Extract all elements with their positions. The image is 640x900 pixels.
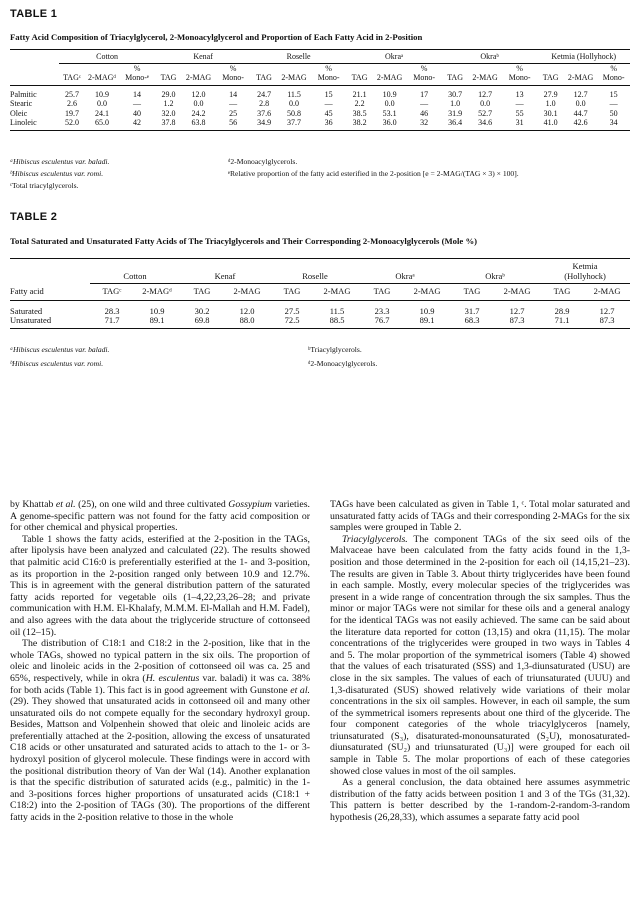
table1-subheader: TAG	[251, 63, 277, 85]
table1-cell: 65.0	[85, 118, 119, 130]
table2-cell: 12.7	[509, 305, 525, 316]
table1-cell: 41.0	[537, 118, 563, 130]
table2-group-header: Okraᵃ	[360, 262, 450, 284]
table1-cell: 50.8	[287, 108, 302, 118]
table2-footnote-c: ᵇTriacylglycerols.	[308, 345, 362, 354]
table1-cell: 19.7	[64, 108, 79, 118]
table1-cell: 13	[515, 89, 524, 99]
table1-cell: 42.6	[564, 118, 598, 130]
table1-subheader: 2-MAG	[277, 63, 311, 85]
table2	[10, 262, 630, 329]
table1-label: TABLE 1	[10, 8, 58, 20]
table1-cell: 25	[229, 108, 238, 118]
table1-cell: 30.1	[543, 108, 558, 118]
table1-cell: 31.9	[448, 108, 463, 118]
table2-subheader: TAGᶜ	[90, 284, 134, 301]
table1-footnote-e: ᵉRelative proportion of the fatty acid esterified in the 2-position [e = 2-MAG/(TAG × 3) × 100].	[228, 169, 519, 178]
table1-cell: 36.4	[442, 118, 468, 130]
table1-row	[10, 85, 630, 99]
table2-cell: 23.3	[374, 305, 390, 316]
table2-footnote-b: ᵇHibiscus esculentus var. romi.	[10, 359, 104, 368]
table1-cell: 63.8	[182, 118, 216, 130]
table1-cell: 36.0	[373, 118, 407, 130]
table1-cell: 29.0	[161, 89, 176, 99]
table1-cell: 52.7	[478, 108, 493, 118]
body-right-paragraph-3: As a general conclusion, the data obtained here assumes asymmetric distribution of the fatty acids between position 1 and 3 of the TGs (31,32). This pattern is better described by the 1-random-2-random-3-random hypothesis (26,28,33), which assumes a separate fatty acid pool	[330, 777, 630, 824]
table2-row-label: Saturated	[10, 305, 43, 316]
table2-cell: 71.1	[540, 316, 584, 328]
table1-cell: —	[324, 99, 333, 108]
table2-subheader: 2-MAG	[494, 284, 540, 301]
table1-subheader: % Mono-ᵉ	[119, 63, 156, 85]
table1-cell: 14	[133, 89, 142, 99]
table1-cell: 56	[215, 118, 251, 130]
table2-caption: Total Saturated and Unsaturated Fatty Acids of The Triacylglycerols and Their Corresponding 2-Monoacylglycerols (Mole %)	[10, 236, 478, 246]
table2-subheader: TAG	[180, 284, 224, 301]
table2-footnote-a: ᵃHibiscus esculentus var. baladi.	[10, 345, 110, 354]
table2-subheader: TAG	[270, 284, 314, 301]
table1-footnote-a: ᵃHibiscus esculentus var. baladi.	[10, 157, 110, 166]
table1-group-header: Cotton	[59, 52, 156, 63]
body-right-paragraph-2: Triacylglycerols. The component TAGs of the six seed oils of the Malvaceae have been calculated from the fatty acids found in the 1,3-position and those determined in the 2-position for each oil (14,15,21–23). The results are given in Table 3. About thirty triglycerides have been found in each sample. Mostly, every molecular species of the triglycerides was present in a wide range of concentration through the six samples. Thus the minor or major TAGs were not similar for these oils and a general analogy for the identical TAGs was not easily achieved. The same can be said about the literature data reported for cotton (13,15) and okra (11,15). The molar concentrations of the triglycerides were grouped in two ways in Tables 4 and 5. The molar proportion of the symmetrical isomers (Table 4) showed that the values of each trisaturated (SSS) and 1,3-diunsaturated (USU) are close in the six samples. The values of each of triunsaturated (UUU) and 1,3-disaturated (SUS) showed relatively wide variations of their molar concentrations in the six oil samples. However, in each oil sample, the sum of the symmetrical isomers represents about one third of the glyceride. The four component categories of the whole triacylglyceros [namely, triunsaturated (S₃), disaturated-monounsaturated (S₂U), monosaturated-diunsaturated (SU₂) and triunsaturated (U₃)] were grouped for each oil sample in Table 5. The molar proportions of each of these categories showed close values in most of the oil samples.	[330, 533, 630, 777]
table1-cell: 32	[406, 118, 442, 130]
table1-cell: —	[133, 99, 142, 108]
table1-top-rule	[10, 49, 630, 50]
table2-row-label: Unsaturated	[10, 316, 90, 328]
table1-row-label: Oleic	[10, 108, 28, 118]
table2-cell: 87.3	[494, 316, 540, 328]
table1-cell: 15	[324, 89, 333, 99]
table1-cell: 30.7	[448, 89, 463, 99]
table1-subheader: % Mono-	[502, 63, 538, 85]
table1-cell: 34.9	[251, 118, 277, 130]
table1-cell: 27.9	[543, 89, 558, 99]
table1-subheader: 2-MAG	[182, 63, 216, 85]
table2-cell: 76.7	[360, 316, 404, 328]
table1-subheader: 2-MAGᵈ	[85, 63, 119, 85]
table2-corner	[10, 262, 90, 284]
table1-cell: 52.0	[59, 118, 85, 130]
table1-cell: 12.0	[191, 89, 206, 99]
table2-row	[10, 316, 630, 328]
table1-cell: 21.1	[352, 89, 367, 99]
table2-cell: 31.7	[464, 305, 480, 316]
table1-cell: 53.1	[382, 108, 397, 118]
table1-row-label: Linoleic	[10, 118, 59, 130]
table2-cell: 30.2	[194, 305, 210, 316]
table1-cell: —	[229, 99, 238, 108]
table2-rowheader: Fatty acid	[10, 284, 90, 301]
table1-subheader: % Mono-	[406, 63, 442, 85]
table1-row	[10, 109, 630, 119]
table1-cell: 0.0	[480, 99, 491, 108]
table1-cell: —	[515, 99, 524, 108]
table1-subheader: 2-MAG	[564, 63, 598, 85]
table1-cell: 12.7	[573, 89, 588, 99]
table2-subheader: 2-MAG	[404, 284, 450, 301]
table1-cell: 0.0	[96, 99, 107, 108]
table1-subheader: TAG	[155, 63, 181, 85]
table1-cell: 0.0	[289, 99, 300, 108]
table2-group-header: Okraᵇ	[450, 262, 540, 284]
table2-row	[10, 300, 630, 316]
table1-cell: 14	[229, 89, 238, 99]
table2-top-rule	[10, 258, 630, 259]
table2-group-header: Ketmia (Hollyhock)	[540, 262, 630, 284]
table2-group-header: Roselle	[270, 262, 360, 284]
table1-row-label: Palmitic	[10, 89, 37, 99]
table2-cell: 28.3	[104, 305, 120, 316]
table1-subheader: 2-MAG	[373, 63, 407, 85]
table2-cell: 88.0	[224, 316, 270, 328]
table1-row	[10, 118, 630, 130]
table1-cell: —	[420, 99, 429, 108]
table2-cell: 28.9	[554, 305, 570, 316]
table2-cell: 10.9	[149, 305, 165, 316]
table1-cell: 1.0	[545, 99, 556, 108]
table2-subheader: TAG	[450, 284, 494, 301]
table1-group-header: Okraᵃ	[346, 52, 442, 63]
table1-group-header: Kenaf	[155, 52, 251, 63]
table1-cell: 38.2	[346, 118, 372, 130]
body-left-column	[10, 499, 310, 824]
table2-cell: 12.7	[599, 305, 615, 316]
table1-cell: 1.0	[450, 99, 461, 108]
table1-cell: 2.6	[66, 99, 77, 108]
table1-cell: 0.0	[193, 99, 204, 108]
table1-cell: 24.1	[94, 108, 109, 118]
table1-footnote-d: ᵈ2-Monoacylglycerols.	[228, 157, 298, 166]
body-left-paragraph-3: The distribution of C18:1 and C18:2 in the 2-position, like that in the whole TAGs, showed no typical pattern in the six oils. The proportion of oleic and linoleic acids in the 2-position of cottonseed oil was ca. 25 and 65%, respectively, while in okra (H. esculentus var. baladi) it was ca. 38% for both acids (Table 1). This fact is in good agreement with Gunstone et al. (29). They showed that unsaturated acids in cottonseed oil and many other unsaturated oils do not compete equally for the secondary hydroxyl group. Besides, Mattson and Volpenhein showed that oleic and linoleic acids are preferentially attached at the 2-position, allowing the excess of unsaturated C18 acids or other unsaturated and saturated acids to attach to the 1- or 3-hydroxyl position of glycerol molecule. These findings were in accord with the positional distribution theory of Van der Wal (14). Another explanation is that the specific distribution of saturated acids (e.g., palmitic) in the 1- and 3-positions forces higher proportions of unsaturated acids (C18:1 + C18:2) into the 2-position of TAGs (30). The proportions of the different fatty acids in the 2-position relative to those in the whole	[10, 638, 310, 824]
table2-cell: 12.0	[239, 305, 255, 316]
table2-subheader: 2-MAGᵈ	[134, 284, 180, 301]
body-right-paragraph-1: TAGs have been calculated as given in Table 1, ᶜ. Total molar saturated and unsaturated fatty acids of TAGs and their corresponding 2-MAGs for the six samples were grouped in Table 2.	[330, 499, 630, 534]
table1-cell: 2.8	[259, 99, 270, 108]
table1-footnote-c: ᶜTotal triacylglycerols.	[10, 181, 79, 190]
table2-footnote-d: ᵈ2-Monoacylglycerols.	[308, 359, 378, 368]
table1-cell: 37.7	[277, 118, 311, 130]
table1-cell: —	[609, 99, 618, 108]
table2-subheader: 2-MAG	[224, 284, 270, 301]
table1-cell: 46	[420, 108, 429, 118]
table1-cell: 31	[502, 118, 538, 130]
table1-subheader: % Mono-	[311, 63, 347, 85]
table1-cell: 0.0	[384, 99, 395, 108]
table1-row	[10, 99, 630, 109]
table1-subheader: % Mono-	[597, 63, 630, 85]
table1-subheader: TAGᶜ	[59, 63, 85, 85]
table2-cell: 87.3	[584, 316, 630, 328]
table1-cell: 40	[133, 108, 142, 118]
table1-cell: 12.7	[478, 89, 493, 99]
table1-cell: 32.0	[161, 108, 176, 118]
table2-cell: 11.5	[329, 305, 345, 316]
body-right-column	[330, 499, 630, 824]
table2-cell: 89.1	[404, 316, 450, 328]
table2-subheader: TAG	[540, 284, 584, 301]
table2-cell: 88.5	[314, 316, 360, 328]
table2-label: TABLE 2	[10, 211, 58, 223]
table1-cell: 10.9	[382, 89, 397, 99]
table1-cell: 44.7	[573, 108, 588, 118]
table1-cell: 24.7	[257, 89, 272, 99]
table2-cell: 10.9	[419, 305, 435, 316]
table1	[10, 52, 630, 131]
table2-cell: 71.7	[90, 316, 134, 328]
table1-cell: 15	[609, 89, 618, 99]
table1-cell: 55	[515, 108, 524, 118]
table1-subheader: TAG	[442, 63, 468, 85]
table1-cell: 34	[597, 118, 630, 130]
table1-caption: Fatty Acid Composition of Triacylglycerol, 2-Monoacylglycerol and Proportion of Each Fatty Acid in 2-Position	[10, 32, 423, 42]
table2-subheader: TAG	[360, 284, 404, 301]
table1-cell: 11.5	[287, 89, 301, 99]
table1-subheader: TAG	[346, 63, 372, 85]
body-left-paragraph-2: Table 1 shows the fatty acids, esterified at the 2-position in the TAGs, after lipolysis have been analyzed and calculated (22). The results showed that palmitic acid C16:0 is preferentially esterified at the 1- and 3-position, as its proportion in the 2-position ranged only between 10.9 and 12.7%. This is in agreement with the general distribution pattern of the saturated fatty acids reported for vegetable oils (1–4,22,23,26–28; and private communication with H.M. El-Khalafy, M.M.M. El-Mallah and H.M. Fadel), and also agrees with the data about the triglyceride structure of cottonseed oil (12–15).	[10, 533, 310, 638]
table2-subheader: 2-MAG	[314, 284, 360, 301]
table1-cell: 37.8	[155, 118, 181, 130]
table1-subheader: 2-MAG	[468, 63, 502, 85]
table2-cell: 27.5	[284, 305, 300, 316]
table1-cell: 36	[311, 118, 347, 130]
table1-cell: 38.5	[352, 108, 367, 118]
table1-cell: 2.2	[354, 99, 365, 108]
table1-subheader: % Mono-	[215, 63, 251, 85]
table1-cell: 24.2	[191, 108, 206, 118]
table1-footnote-b: ᵇHibiscus esculentus var. romi.	[10, 169, 104, 178]
table1-cell: 0.0	[575, 99, 586, 108]
table1-row-label: Stearic	[10, 99, 33, 108]
table1-group-header: Roselle	[251, 52, 347, 63]
table1-cell: 42	[119, 118, 156, 130]
table2-cell: 69.8	[180, 316, 224, 328]
table2-cell: 68.3	[450, 316, 494, 328]
table1-cell: 50	[609, 108, 618, 118]
table2-cell: 72.5	[270, 316, 314, 328]
table2-group-header: Cotton	[90, 262, 180, 284]
table1-cell: 45	[324, 108, 333, 118]
table1-cell: 17	[420, 89, 429, 99]
table1-cell: 34.6	[468, 118, 502, 130]
body-left-paragraph-1: by Khattab et al. (25), on one wild and three cultivated Gossypium varieties. A genome-specific pattern was not found for the fatty acid composition or for other chemical and physical properties.	[10, 499, 310, 534]
table1-cell: 37.6	[257, 108, 272, 118]
table1-cell: 1.2	[163, 99, 174, 108]
table1-group-header: Okraᵇ	[442, 52, 538, 63]
table1-cell: 10.9	[94, 89, 109, 99]
table1-cell: 25.7	[64, 89, 79, 99]
table1-subheader: TAG	[537, 63, 563, 85]
table2-cell: 89.1	[134, 316, 180, 328]
table2-subheader: 2-MAG	[584, 284, 630, 301]
table2-group-header: Kenaf	[180, 262, 270, 284]
table1-group-header: Ketmia (Hollyhock)	[537, 52, 630, 63]
